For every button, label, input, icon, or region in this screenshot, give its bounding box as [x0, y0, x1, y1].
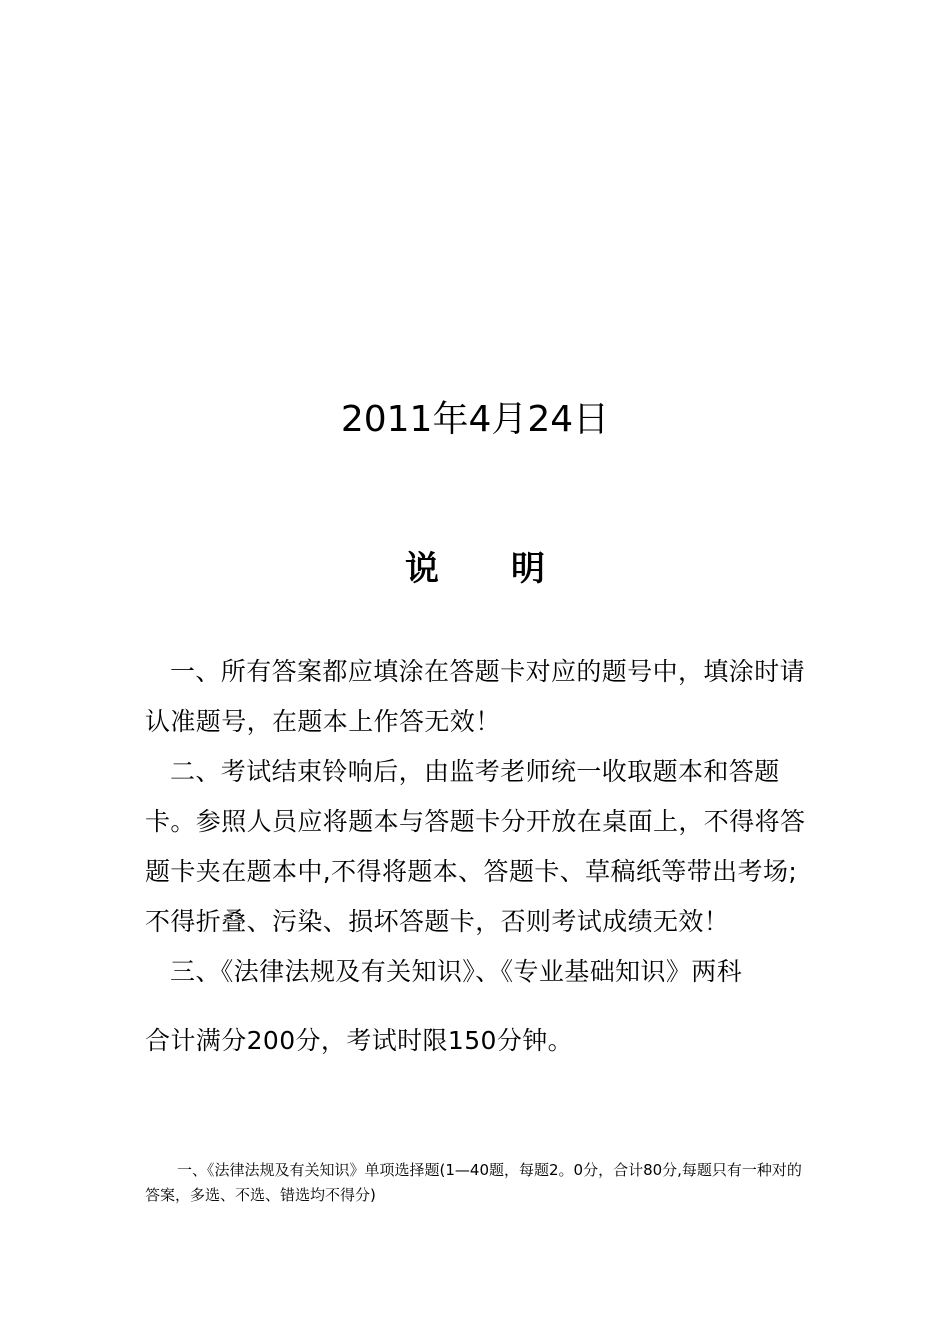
- exam-date: 2011年4月24日: [340, 399, 610, 440]
- heading-char-2: 明: [511, 549, 545, 589]
- instructions-list: [145, 647, 810, 997]
- heading-char-1: 说: [405, 549, 439, 589]
- instruction-item-1: 一、所有答案都应填涂在答题卡对应的题号中，填涂时请认准题号，在题本上作答无效！: [145, 657, 806, 736]
- section-one-text: 一、《法律法规及有关知识》单项选择题(1—40题，每题2。0分，合计80分,每题只有一种对的答案，多选、不选、错选均不得分): [145, 1161, 802, 1204]
- instruction-item-2: 二、考试结束铃响后，由监考老师统一收取题本和答题卡。参照人员应将题本与答题卡分开放在桌面上，不得将答题卡夹在题本中,不得将题本、答题卡、草稿纸等带出考场;不得折叠、污染、损坏答题卡，否则考试成绩无效！: [145, 757, 806, 936]
- instruction-item-3: 三、《法律法规及有关知识》、《专业基础知识》两科: [170, 957, 743, 986]
- section-one-note: [145, 1158, 810, 1208]
- instructions-heading: [0, 546, 950, 592]
- score-time-line: 合计满分200分，考试时限150分钟。: [145, 1026, 574, 1055]
